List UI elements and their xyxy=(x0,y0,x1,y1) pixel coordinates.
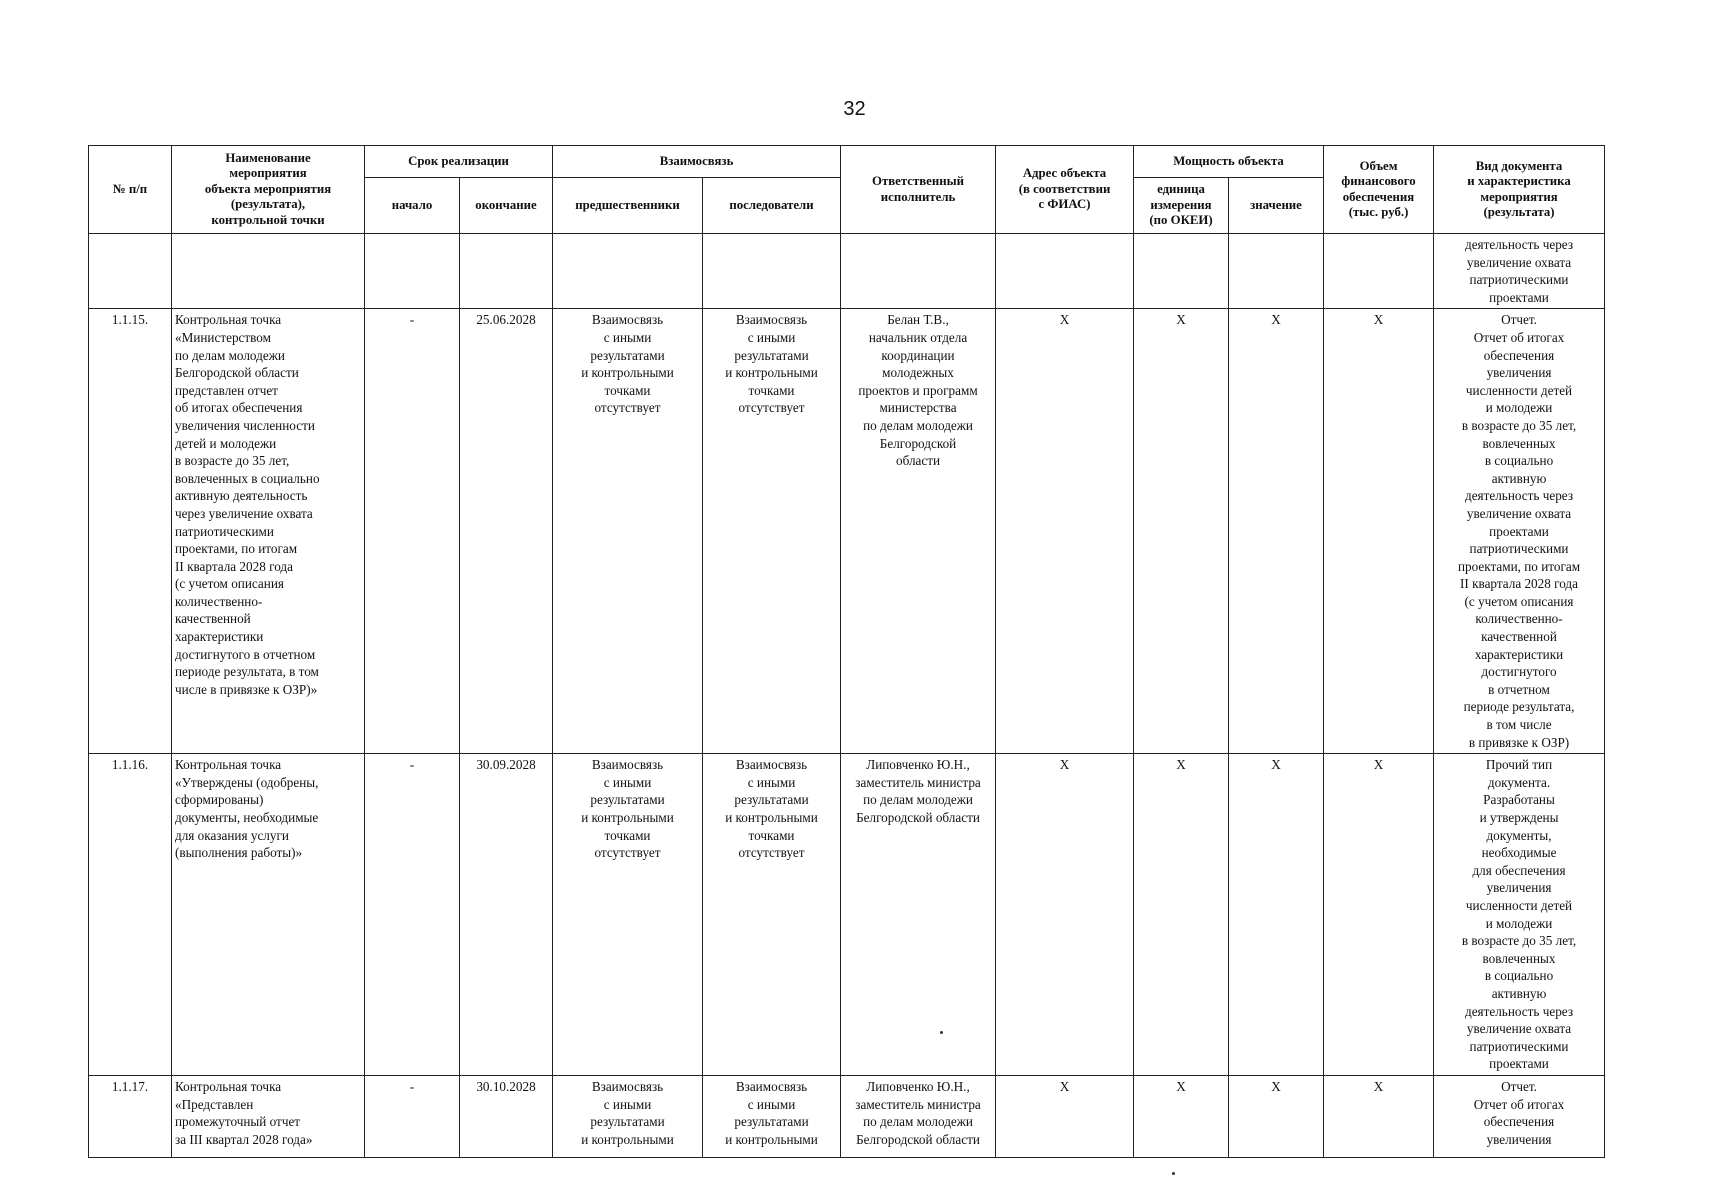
finance-cell: Х xyxy=(1324,1075,1434,1157)
unit-cell: Х xyxy=(1134,754,1229,1076)
doc-cell: деятельность через увеличение охвата патриотическими проектами xyxy=(1434,234,1605,309)
scan-speck xyxy=(1172,1172,1175,1175)
successors-cell: Взаимосвязь с иными результатами и контрольными xyxy=(703,1075,841,1157)
finance-cell: Х xyxy=(1324,309,1434,754)
value-cell: Х xyxy=(1229,754,1324,1076)
row-num: 1.1.17. xyxy=(89,1075,172,1157)
name-cell: Контрольная точка «Представлен промежуточный отчет за III квартал 2028 года» xyxy=(172,1075,365,1157)
header-period: Срок реализации xyxy=(365,146,553,178)
row-num: 1.1.16. xyxy=(89,754,172,1076)
header-end: окончание xyxy=(460,178,553,234)
header-link: Взаимосвязь xyxy=(553,146,841,178)
doc-cell: Отчет. Отчет об итогах обеспечения увеличения xyxy=(1434,1075,1605,1157)
responsible-cell: Липовченко Ю.Н., заместитель министра по делам молодежи Белгородской области xyxy=(841,1075,996,1157)
header-capacity: Мощность объекта xyxy=(1134,146,1324,178)
responsible-cell: Липовченко Ю.Н., заместитель министра по делам молодежи Белгородской области xyxy=(841,754,996,1076)
page-number: 32 xyxy=(843,98,866,120)
header-num: № п/п xyxy=(89,146,172,234)
scan-speck xyxy=(940,1031,943,1034)
table-row xyxy=(89,1075,1605,1157)
address-cell: Х xyxy=(996,1075,1134,1157)
end-cell: 25.06.2028 xyxy=(460,309,553,754)
row-num: 1.1.15. xyxy=(89,309,172,754)
address-cell: Х xyxy=(996,309,1134,754)
predecessors-cell: Взаимосвязь с иными результатами и контрольными точками отсутствует xyxy=(553,309,703,754)
unit-cell: Х xyxy=(1134,1075,1229,1157)
unit-cell: Х xyxy=(1134,309,1229,754)
header-successors: последователи xyxy=(703,178,841,234)
end-cell: 30.09.2028 xyxy=(460,754,553,1076)
successors-cell: Взаимосвязь с иными результатами и контрольными точками отсутствует xyxy=(703,309,841,754)
header-name: Наименование мероприятия объекта мероприятия (результата), контрольной точки xyxy=(172,146,365,234)
value-cell: Х xyxy=(1229,1075,1324,1157)
start-cell: - xyxy=(365,309,460,754)
activities-table xyxy=(88,145,1605,1158)
table-row xyxy=(89,754,1605,1076)
header-responsible: Ответственный исполнитель xyxy=(841,146,996,234)
table-row xyxy=(89,309,1605,754)
header-predecessors: предшественники xyxy=(553,178,703,234)
start-cell: - xyxy=(365,1075,460,1157)
header-unit: единица измерения (по ОКЕИ) xyxy=(1134,178,1229,234)
predecessors-cell: Взаимосвязь с иными результатами и контрольными xyxy=(553,1075,703,1157)
table-row xyxy=(89,234,1605,309)
header-finance: Объем финансового обеспечения (тыс. руб.) xyxy=(1324,146,1434,234)
header-value: значение xyxy=(1229,178,1324,234)
name-cell: Контрольная точка «Утверждены (одобрены, сформированы) документы, необходимые для оказания услуги (выполнения работы)» xyxy=(172,754,365,1076)
doc-cell: Отчет. Отчет об итогах обеспечения увеличения численности детей и молодежи в возрасте до 35 лет, вовлеченных в социально активную деятельность через увеличение охвата проектами патриотическими проектами, по итогам II квартала 2028 года (с учетом описания количественно- качественной характеристики достигнутого в отчетном периоде результата, в том числе в привязке к ОЗР) xyxy=(1434,309,1605,754)
successors-cell: Взаимосвязь с иными результатами и контрольными точками отсутствует xyxy=(703,754,841,1076)
header-address: Адрес объекта (в соответствии с ФИАС) xyxy=(996,146,1134,234)
responsible-cell: Белан Т.В., начальник отдела координации молодежных проектов и программ министерства по делам молодежи Белгородской области xyxy=(841,309,996,754)
finance-cell: Х xyxy=(1324,754,1434,1076)
predecessors-cell: Взаимосвязь с иными результатами и контрольными точками отсутствует xyxy=(553,754,703,1076)
header-doc: Вид документа и характеристика мероприятия (результата) xyxy=(1434,146,1605,234)
end-cell: 30.10.2028 xyxy=(460,1075,553,1157)
start-cell: - xyxy=(365,754,460,1076)
doc-cell: Прочий тип документа. Разработаны и утверждены документы, необходимые для обеспечения увеличения численности детей и молодежи в возрасте до 35 лет, вовлеченных в социально активную деятельность через увеличение охвата патриотическими проектами xyxy=(1434,754,1605,1076)
value-cell: Х xyxy=(1229,309,1324,754)
name-cell: Контрольная точка «Министерством по делам молодежи Белгородской области представлен отчет об итогах обеспечения увеличения численности детей и молодежи в возрасте до 35 лет, вовлеченных в социально активную деятельность через увеличение охвата патриотическими проектами, по итогам II квартала 2028 года (с учетом описания количественно- качественной характеристики достигнутого в отчетном периоде результата, в том числе в привязке к ОЗР)» xyxy=(172,309,365,754)
address-cell: Х xyxy=(996,754,1134,1076)
header-start: начало xyxy=(365,178,460,234)
